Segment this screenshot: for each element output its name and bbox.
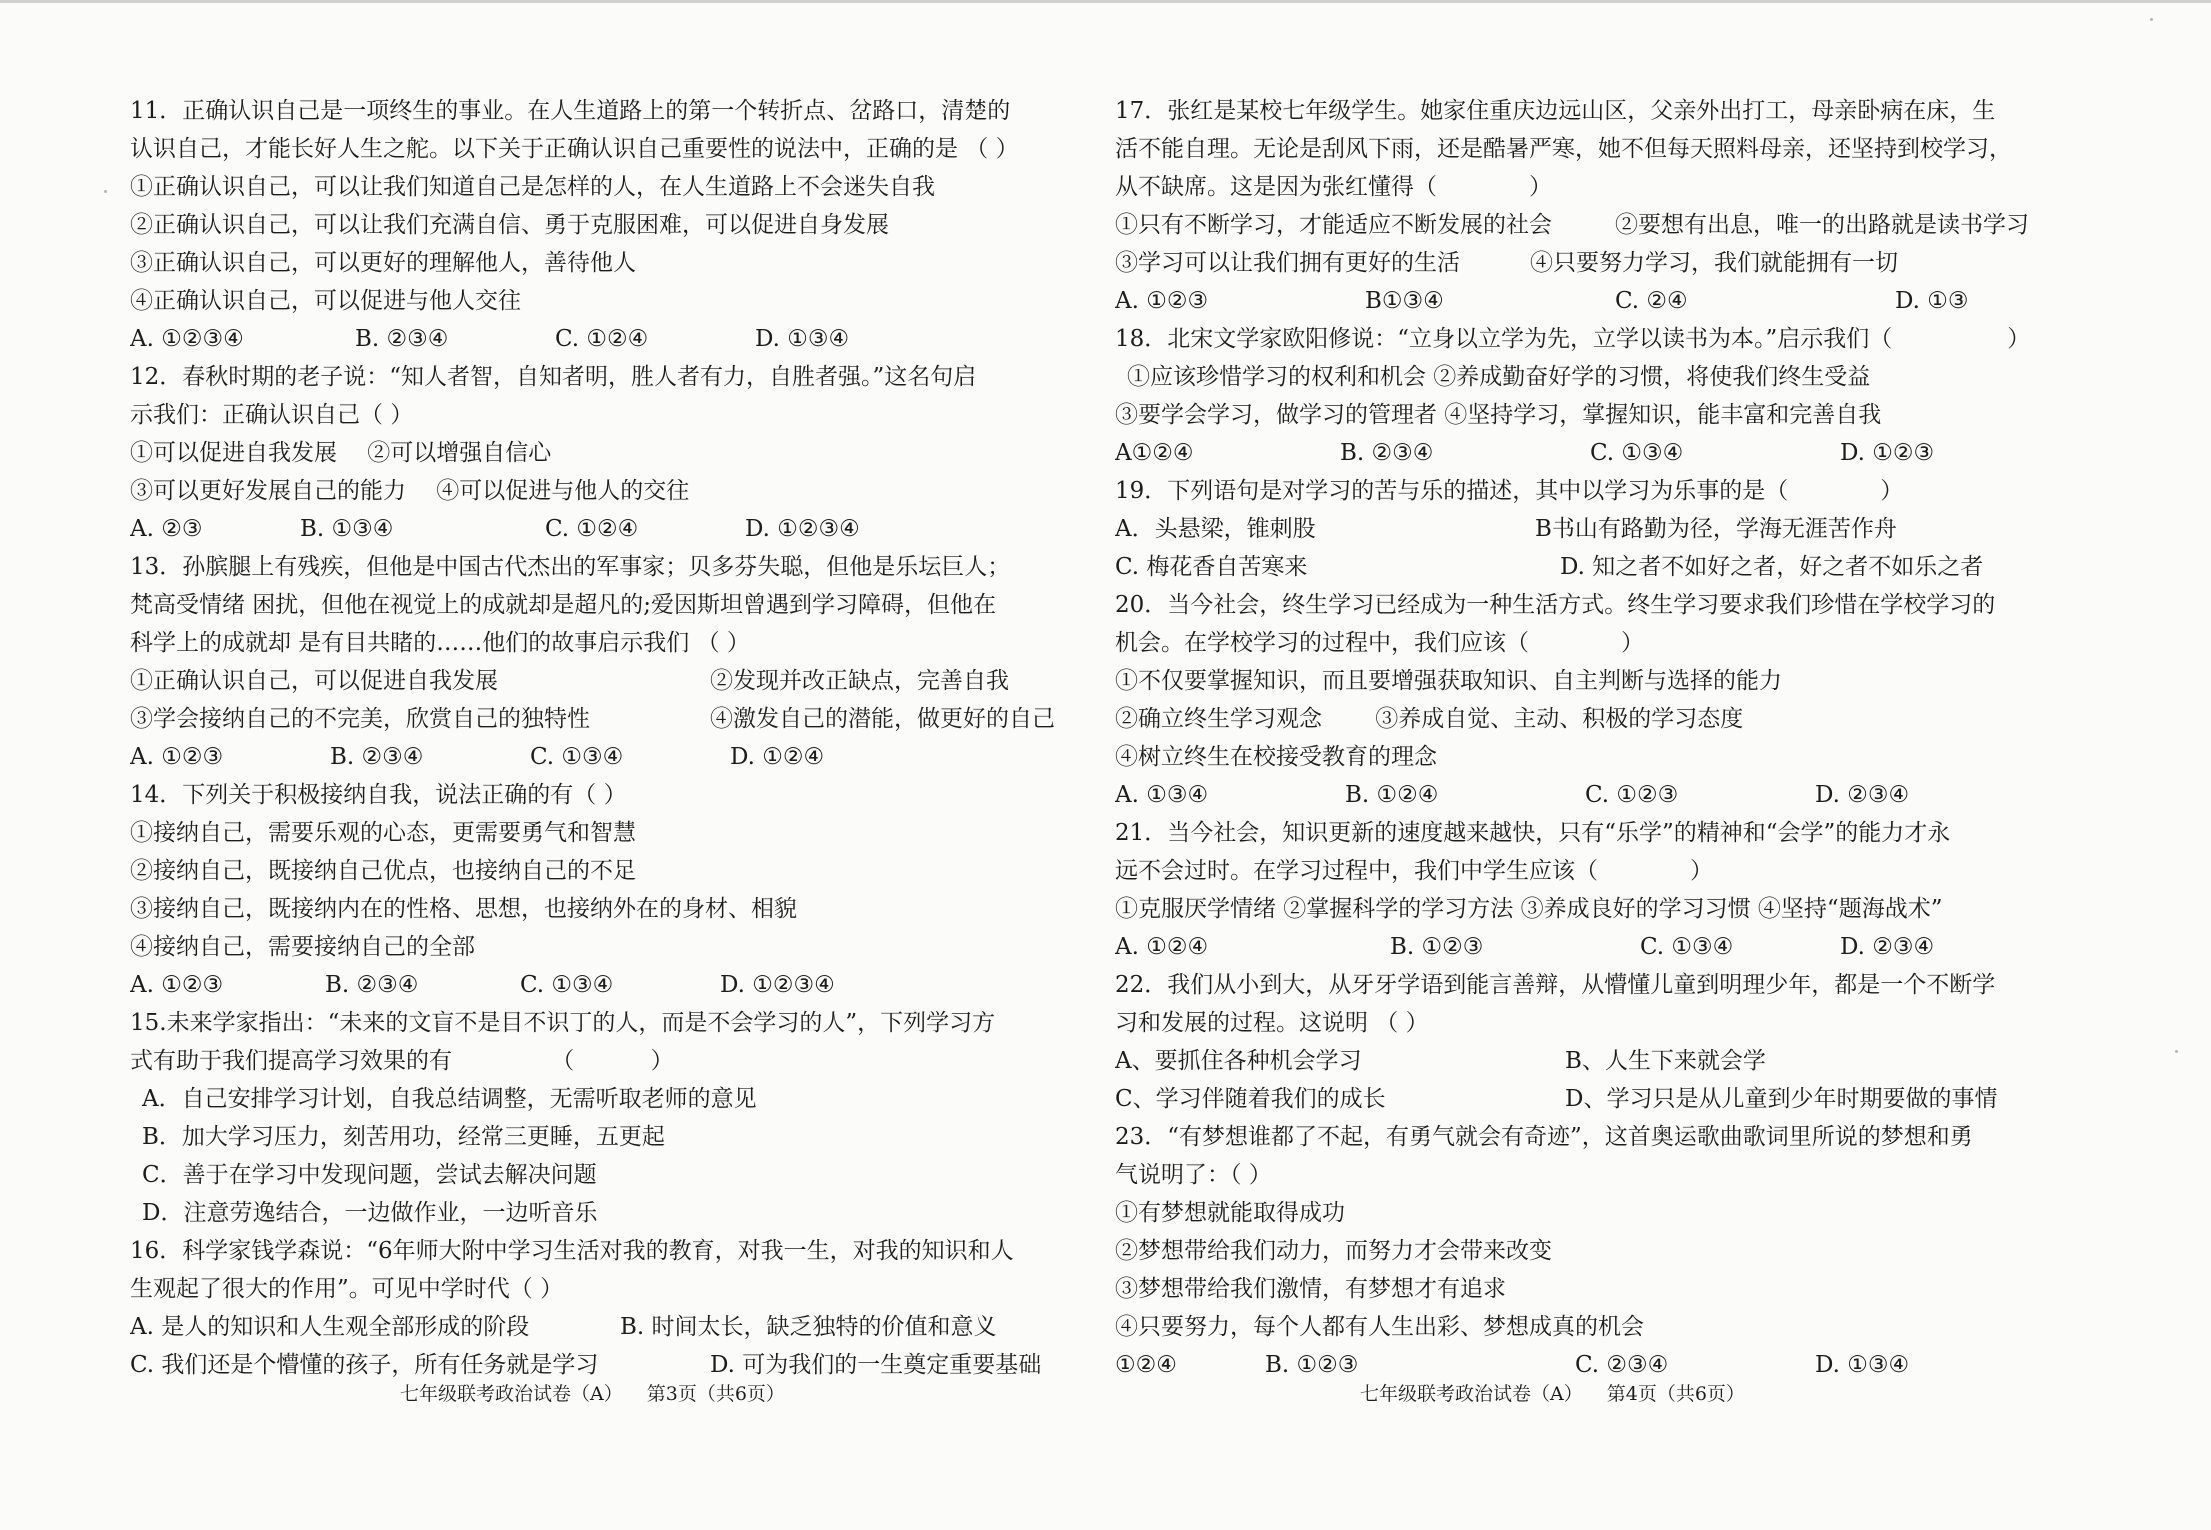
q23-statement: ④只要努力，每个人都有人生出彩、梦想成真的机会 [1115,1314,1644,1340]
option-d: D. ②③④ [1815,782,1910,808]
q13-options [130,738,1080,776]
option-c: C. ①③④ [530,744,624,770]
q20-statement: ④树立终生在校接受教育的理念 [1115,744,1437,770]
option-c: C. 梅花香自苦寒来 [1115,554,1308,580]
q11-stem: 11．正确认识自己是一项终生的事业。在人生道路上的第一个转折点、岔路口，清楚的 [130,98,1011,124]
q14-statement: ④接纳自己，需要接纳自己的全部 [130,934,475,960]
option-c: C. ②③④ [1575,1352,1669,1378]
page-4-column [1115,92,2090,1384]
q11-statement: ①正确认识自己，可以让我们知道自己是怎样的人，在人生道路上不会迷失自我 [130,174,935,200]
q14-stem: 14．下列关于积极接纳自我，说法正确的有（ ） [130,782,627,808]
q22-stem: 习和发展的过程。这说明 （ ） [1115,1010,1429,1036]
statement: ④只要努力学习，我们就能拥有一切 [1530,250,1898,276]
option-b: B. ②③④ [330,744,424,770]
option-d: D. ①③④ [755,326,850,352]
q16-options [130,1346,1080,1384]
q17-stem: 17．张红是某校七年级学生。她家住重庆边远山区，父亲外出打工，母亲卧病在床，生 [1115,98,1996,124]
option-a: A①②④ [1115,440,1194,466]
statement: ①正确认识自己，可以促进自我发展 [130,668,498,694]
option-b: B书山有路勤为径，学海无涯苦作舟 [1535,516,1897,542]
q23-statement: ③梦想带给我们激情，有梦想才有追求 [1115,1276,1506,1302]
page-3-footer [400,1380,785,1408]
q13-stem: 梵高受情绪 困扰，但他在视觉上的成就却是超凡的;爱因斯坦曾遇到学习障碍，但他在 [130,592,997,618]
statement: ③学会接纳自己的不完美，欣赏自己的独特性 [130,706,590,732]
q19-options [1115,510,2090,548]
q14-options [130,966,1080,1004]
q11-options [130,320,1080,358]
option-c: C. ①②③ [1585,782,1679,808]
page-number: 第4页（共6页） [1606,1383,1745,1405]
option-b: B. ②③④ [325,972,419,998]
option-b: B. ②③④ [355,326,449,352]
statement: ②要想有出息，唯一的出路就是读书学习 [1615,212,2029,238]
q22-options [1115,1080,2090,1118]
q17-options [1115,282,2090,320]
option-a: A. ①②③ [130,744,224,770]
page-4-footer [1360,1380,1745,1408]
q18-statement: ③要学会学习，做学习的管理者 ④坚持学习，掌握知识，能丰富和完善自我 [1115,402,1882,428]
option-a: A. ②③ [130,516,203,542]
option-a: A. ①③④ [1115,782,1209,808]
option-d: D. ①②③ [1840,440,1935,466]
option-b: B①③④ [1365,288,1444,314]
option-b: B. 时间太长，缺乏独特的价值和意义 [620,1314,997,1340]
q16-stem: 16．科学家钱学森说：“6年师大附中学习生活对我的教育，对我一生，对我的知识和人 [130,1238,1014,1264]
q14-statement: ③接纳自己，既接纳内在的性格、思想，也接纳外在的身材、相貌 [130,896,797,922]
option-a: ①②④ [1115,1352,1177,1378]
q11-statement: ③正确认识自己，可以更好的理解他人，善待他人 [130,250,636,276]
q16-options [130,1308,1080,1346]
option-d: D. ①②④ [730,744,825,770]
option-c: C. ②④ [1615,288,1688,314]
statement: ④激发自己的潜能，做更好的自己 [710,706,1055,732]
q19-stem: 19．下列语句是对学习的苦与乐的描述，其中以学习为乐事的是（ ） [1115,478,1904,504]
q12-statement: ①可以促进自我发展 ②可以增强自信心 [130,440,552,466]
option-b: B. ②③④ [1340,440,1434,466]
option-d: D. ①③ [1895,288,1969,314]
scan-speck [104,190,107,193]
exam-title: 七年级联考政治试卷（A） [400,1383,623,1405]
page-3-column [130,92,1080,1384]
q15-stem: 15.未来学家指出：“未来的文盲不是目不识丁的人，而是不会学习的人”，下列学习方 [130,1010,996,1036]
q23-options [1115,1346,2090,1384]
q13-stem: 科学上的成就却 是有目共睹的……他们的故事启示我们 （ ） [130,630,750,656]
q12-statement: ③可以更好发展自己的能力 ④可以促进与他人的交往 [130,478,690,504]
q23-stem: 气说明了：（ ） [1115,1162,1272,1188]
q15-stem: 式有助于我们提高学习效果的有 （ ） [130,1048,674,1074]
q21-stem: 21．当今社会，知识更新的速度越来越快，只有“乐学”的精神和“会学”的能力才永 [1115,820,1951,846]
statement: ②发现并改正缺点，完善自我 [710,668,1009,694]
option-c: C. 我们还是个懵懂的孩子，所有任务就是学习 [130,1352,599,1378]
q17-stem: 活不能自理。无论是刮风下雨，还是酷暑严寒，她不但每天照料母亲，还坚持到校学习， [1115,136,2012,162]
q13-statements [130,700,1080,738]
option-a: A．自己安排学习计划，自我总结调整，无需听取老师的意见 [142,1086,757,1112]
q23-statement: ②梦想带给我们动力，而努力才会带来改变 [1115,1238,1552,1264]
option-d: D. ①③④ [1815,1352,1910,1378]
option-d: D. ①②③④ [745,516,860,542]
option-d: D. ①②③④ [720,972,835,998]
q18-options [1115,434,2090,472]
q14-statement: ②接纳自己，既接纳自己优点，也接纳自己的不足 [130,858,636,884]
q19-options [1115,548,2090,586]
q17-stem: 从不缺席。这是因为张红懂得（ ） [1115,174,1552,200]
q17-statements [1115,206,2090,244]
q18-stem: 18．北宋文学家欧阳修说：“立身以立学为先，立学以读书为本。”启示我们（ ） [1115,326,2031,352]
option-d: D. ②③④ [1840,934,1935,960]
q20-statement: ②确立终生学习观念 ③养成自觉、主动、积极的学习态度 [1115,706,1744,732]
q12-options [130,510,1080,548]
page-number: 第3页（共6页） [646,1383,785,1405]
option-c: C、学习伴随着我们的成长 [1115,1086,1386,1112]
option-c: C. ①③④ [520,972,614,998]
option-b: B. ①②④ [1345,782,1439,808]
q11-statement: ②正确认识自己，可以让我们充满自信、勇于克服困难，可以促进自身发展 [130,212,889,238]
q21-statement: ①克服厌学情绪 ②掌握科学的学习方法 ③养成良好的学习习惯 ④坚持“题海战术” [1115,896,1943,922]
option-a: A. ①②③ [130,972,224,998]
q22-stem: 22．我们从小到大，从牙牙学语到能言善辩，从懵懂儿童到明理少年，都是一个不断学 [1115,972,1996,998]
q12-stem: 12．春秋时期的老子说：“知人者智，自知者明，胜人者有力，自胜者强。”这名句启 [130,364,977,390]
q22-options [1115,1042,2090,1080]
option-c: C. ①②④ [555,326,649,352]
option-d: D. 知之者不如好之者，好之者不如乐之者 [1560,554,1984,580]
option-b: B. ①②③ [1265,1352,1359,1378]
q20-stem: 机会。在学校学习的过程中，我们应该（ ） [1115,630,1644,656]
q13-statements [130,662,1080,700]
option-a: A. ①②③④ [130,326,244,352]
option-d: D．注意劳逸结合，一边做作业，一边听音乐 [142,1200,598,1226]
q18-statement: ①应该珍惜学习的权利和机会 ②养成勤奋好学的习惯，将使我们终生受益 [1127,364,1871,390]
option-d: D、学习只是从儿童到少年时期要做的事情 [1565,1086,1998,1112]
statement: ①只有不断学习，才能适应不断发展的社会 [1115,212,1552,238]
option-a: A．头悬梁，锥刺股 [1115,516,1316,542]
q20-options [1115,776,2090,814]
q12-stem: 示我们：正确认识自己（ ） [130,402,414,428]
option-a: A. ①②④ [1115,934,1209,960]
q17-statements [1115,244,2090,282]
statement: ③学习可以让我们拥有更好的生活 [1115,250,1460,276]
option-c: C. ①②④ [545,516,639,542]
q13-stem: 13．孙膑腿上有残疾，但他是中国古代杰出的军事家；贝多芬失聪，但他是乐坛巨人； [130,554,1011,580]
q20-statement: ①不仅要掌握知识，而且要增强获取知识、自主判断与选择的能力 [1115,668,1782,694]
q23-stem: 23．“有梦想谁都了不起，有勇气就会有奇迹”，这首奥运歌曲歌词里所说的梦想和勇 [1115,1124,1973,1150]
option-a: A、要抓住各种机会学习 [1115,1048,1362,1074]
option-b: B. ①②③ [1390,934,1484,960]
option-b: B．加大学习压力，刻苦用功，经常三更睡，五更起 [142,1124,665,1150]
option-d: D. 可为我们的一生奠定重要基础 [710,1352,1042,1378]
scan-speck [2175,1050,2178,1053]
option-c: C．善于在学习中发现问题，尝试去解决问题 [142,1162,597,1188]
option-a: A. 是人的知识和人生观全部形成的阶段 [130,1314,530,1340]
q20-stem: 20．当今社会，终生学习已经成为一种生活方式。终生学习要求我们珍惜在学校学习的 [1115,592,1996,618]
scan-speck [2150,18,2153,21]
option-a: A. ①②③ [1115,288,1209,314]
exam-title: 七年级联考政治试卷（A） [1360,1383,1583,1405]
q16-stem: 生观起了很大的作用”。可见中学时代（ ） [130,1276,564,1302]
option-c: C. ①③④ [1640,934,1734,960]
option-b: B、人生下来就会学 [1565,1048,1766,1074]
option-c: C. ①③④ [1590,440,1684,466]
q23-statement: ①有梦想就能取得成功 [1115,1200,1345,1226]
q14-statement: ①接纳自己，需要乐观的心态，更需要勇气和智慧 [130,820,636,846]
q21-stem: 远不会过时。在学习过程中，我们中学生应该（ ） [1115,858,1713,884]
q11-statement: ④正确认识自己，可以促进与他人交往 [130,288,521,314]
scan-edge [0,0,2211,3]
option-b: B. ①③④ [300,516,394,542]
q11-stem: 认识自己，才能长好人生之舵。以下关于正确认识自己重要性的说法中，正确的是 （ ） [130,136,1019,162]
q21-options [1115,928,2090,966]
